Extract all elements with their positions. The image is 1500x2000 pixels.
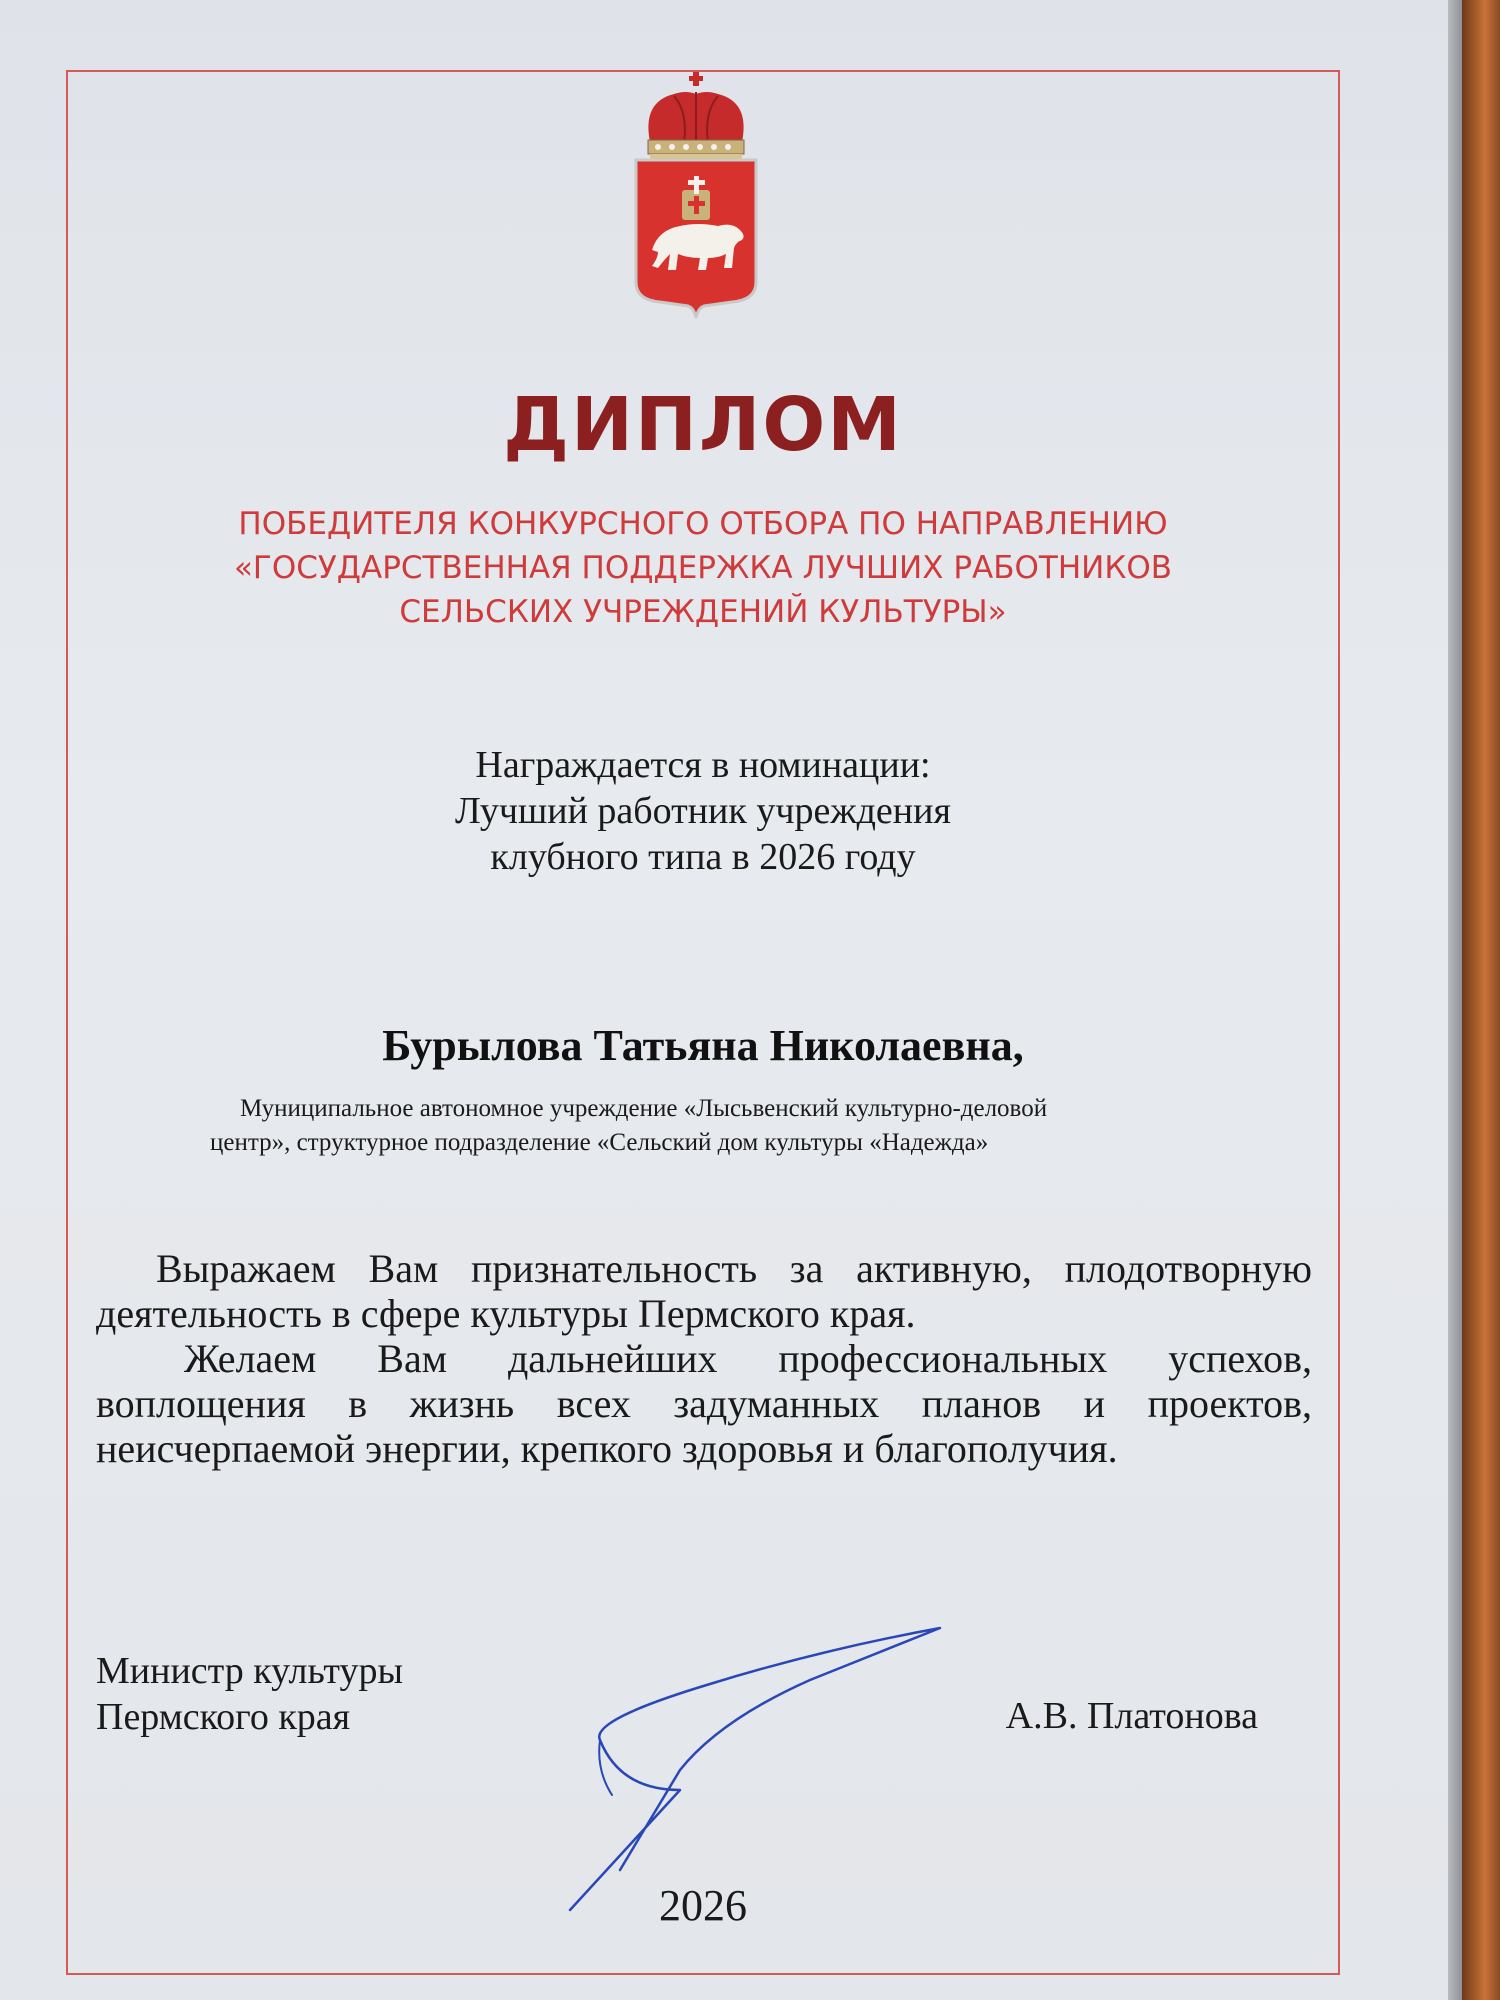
subtitle-line: СЕЛЬСКИХ УЧРЕЖДЕНИЙ КУЛЬТУРЫ» bbox=[399, 594, 1007, 630]
diploma-subtitle bbox=[66, 502, 1340, 634]
organization-line: Муниципальное автономное учреждение «Лысьвенский культурно-деловой bbox=[240, 1095, 1048, 1122]
nomination-line: клубного типа в 2026 году bbox=[490, 836, 916, 878]
signature-icon bbox=[560, 1620, 980, 1920]
subtitle-line: «ГОСУДАРСТВЕННАЯ ПОДДЕРЖКА ЛУЧШИХ РАБОТНИКОВ bbox=[233, 550, 1173, 586]
organization-line: центр», структурное подразделение «Сельский дом культуры «Надежда» bbox=[210, 1129, 989, 1156]
organization bbox=[190, 1092, 1280, 1160]
nomination bbox=[66, 742, 1340, 880]
frame-glass-edge bbox=[1448, 0, 1462, 2000]
body-paragraph: Выражаем Вам признательность за активную, плодотворную деятельность в сфере культуры Пермского края. bbox=[96, 1246, 1312, 1336]
perm-krai-coat-of-arms-icon bbox=[628, 72, 764, 322]
year: 2026 bbox=[659, 1881, 747, 1930]
nomination-line: Награждается в номинации: bbox=[475, 744, 931, 786]
signer-name: А.В. Платонова bbox=[1005, 1695, 1258, 1737]
signer-title-line: Министр культуры bbox=[96, 1650, 403, 1692]
body-paragraph: Желаем Вам дальнейших профессиональных успехов, воплощения в жизнь всех задуманных планов и проектов, неисчерпаемой энергии, крепкого здоровья и благополучия. bbox=[96, 1336, 1312, 1471]
subtitle-line: ПОБЕДИТЕЛЯ КОНКУРСНОГО ОТБОРА ПО НАПРАВЛЕНИЮ bbox=[238, 506, 1168, 542]
body-text bbox=[96, 1246, 1312, 1471]
nomination-line: Лучший работник учреждения bbox=[455, 790, 951, 832]
wooden-frame-edge bbox=[1462, 0, 1500, 2000]
awardee-name: Бурылова Татьяна Николаевна, bbox=[382, 1021, 1024, 1070]
diploma-title: ДИПЛОМ bbox=[503, 382, 903, 468]
signer-title bbox=[96, 1648, 403, 1740]
signer-title-line: Пермского края bbox=[96, 1696, 351, 1738]
